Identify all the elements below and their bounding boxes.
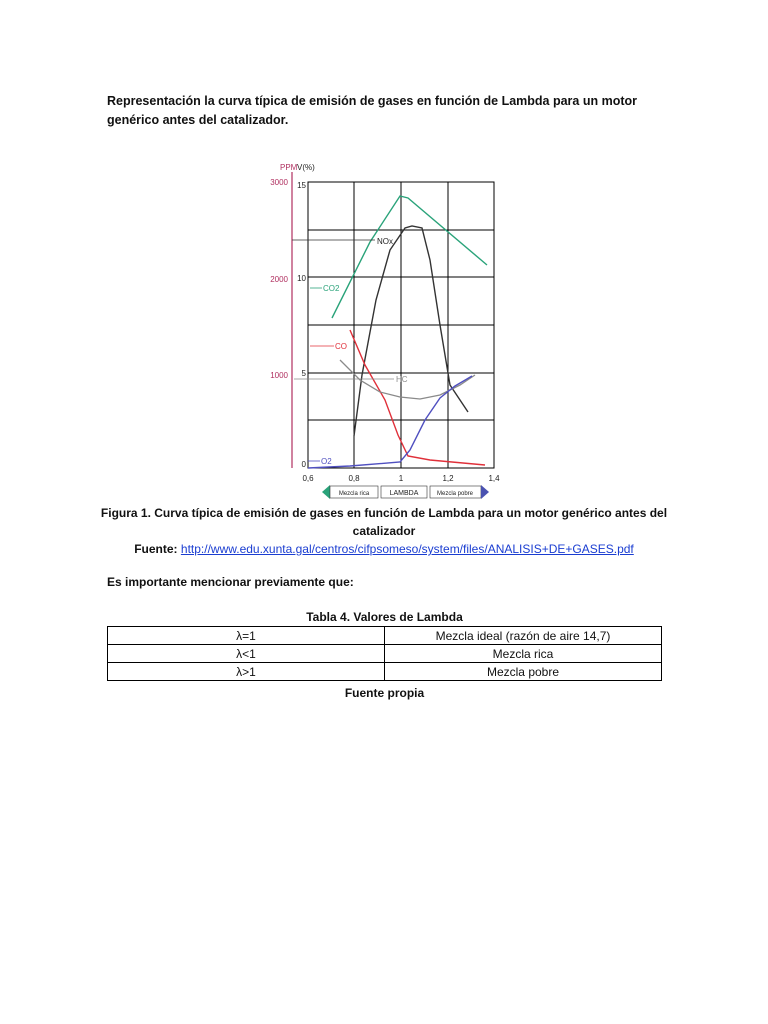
table-cell: Mezcla pobre [385,663,662,681]
x-tick-1-2: 1,2 [442,474,454,483]
source-link[interactable]: http://www.edu.xunta.gal/centros/cifpsomeso/system/files/ANALISIS+DE+GASES.pdf [180,542,634,556]
v-tick-15: 15 [297,181,306,190]
x-tick-0-8: 0,8 [348,474,360,483]
lean-arrow-icon [481,485,489,499]
lambda-table [107,626,662,681]
lambda-label: LAMBDA [389,490,419,497]
nox-label: NOx [377,237,393,246]
ppm-tick-2000: 2000 [270,275,288,284]
table-cell: λ=1 [108,627,385,645]
source-label: Fuente: [134,542,178,556]
ppm-tick-3000: 3000 [270,178,288,187]
rich-label: Mezcla rica [338,491,370,497]
table-cell: Mezcla rica [385,645,662,663]
ppm-tick-1000: 1000 [270,371,288,380]
v-tick-10: 10 [297,274,306,283]
table-source: Fuente propia [344,686,425,700]
hc-label: HC [396,375,408,384]
table-cell: λ>1 [108,663,385,681]
x-tick-0-6: 0,6 [302,474,314,483]
table-row [108,663,662,681]
table-row [108,645,662,663]
v-unit-label: V(%) [297,163,315,172]
co2-label: CO2 [323,284,340,293]
co-label: CO [335,342,347,351]
x-tick-1-4: 1,4 [488,474,500,483]
o2-label: O2 [321,457,332,466]
intro-paragraph: Representación la curva típica de emisión de gases en función de Lambda para un motor genérico antes del catalizador. [107,94,637,127]
o2-curve [308,376,472,468]
v-tick-5: 5 [301,369,306,378]
co2-curve [332,196,487,318]
nox-curve [354,226,468,436]
table-cell: λ<1 [108,645,385,663]
chart-grid [308,182,494,468]
emission-figure [250,150,520,510]
note-text: Es importante mencionar previamente que: [107,575,354,589]
co-curve [350,330,485,465]
table-cell: Mezcla ideal (razón de aire 14,7) [385,627,662,645]
x-tick-1: 1 [398,474,404,483]
figure-caption: Figura 1. Curva típica de emisión de gases en función de Lambda para un motor genérico antes del catalizador [100,506,668,538]
emission-chart [250,150,520,510]
ppm-unit-label: PPM [280,163,298,172]
table-row [108,627,662,645]
table-caption: Tabla 4. Valores de Lambda [306,610,463,624]
rich-arrow-icon [322,485,330,499]
v-tick-0: 0 [301,460,306,469]
figure-source [100,540,668,558]
lean-label: Mezcla pobre [436,491,474,497]
